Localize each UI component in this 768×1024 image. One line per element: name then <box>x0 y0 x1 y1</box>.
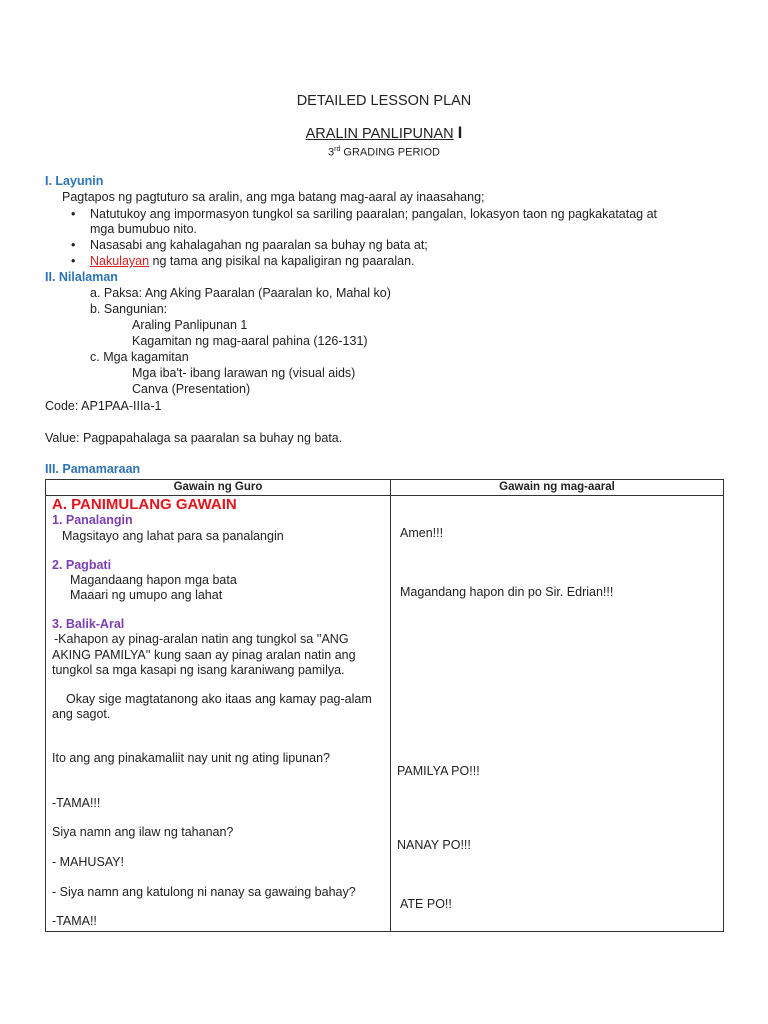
teacher-response-1: -TAMA!!! <box>52 796 101 810</box>
panalangin-text: Magsitayo ang lahat para sa panalangin <box>62 529 284 543</box>
student-answer-amen: Amen!!! <box>400 526 444 540</box>
column-divider <box>390 480 391 931</box>
kagamitan-item-2: Canva (Presentation) <box>132 382 251 396</box>
pagbati-text-1: Magandaang hapon mga bata <box>70 573 237 587</box>
pagbati-text-2: Maaari ng umupo ang lahat <box>70 588 223 602</box>
grading-period <box>0 146 768 159</box>
header-gawain-mag-aaral: Gawain ng mag-aaral <box>499 481 615 493</box>
step-balik-aral: 3. Balik-Aral <box>52 617 125 631</box>
section-panimulang-gawain: A. PANIMULANG GAWAIN <box>52 496 237 513</box>
layunin-bullet-3-text: ng tama ang pisikal na kapaligiran ng paaralan. <box>149 254 415 268</box>
balik-aral-prompt-1: Okay sige magtatanong ako itaas ang kamay pag-alam <box>66 692 372 706</box>
layunin-intro: Pagtapos ng pagtuturo sa aralin, ang mga batang mag-aaral ay inaasahang; <box>62 190 485 204</box>
teacher-response-2: - MAHUSAY! <box>52 855 124 869</box>
nilalaman-paksa: a. Paksa: Ang Aking Paaralan (Paaralan ko, Mahal ko) <box>90 286 391 300</box>
step-pagbati: 2. Pagbati <box>52 558 112 572</box>
period-suffix: rd <box>334 146 341 153</box>
kagamitan-item-1: Mga iba't- ibang larawan ng (visual aids) <box>132 366 356 380</box>
layunin-bullet-3 <box>90 254 415 268</box>
document-title: DETAILED LESSON PLAN <box>296 93 472 109</box>
balik-aral-line-1: -Kahapon ay pinag-aralan natin ang tungkol sa ''ANG <box>54 632 349 646</box>
header-gawain-guro: Gawain ng Guro <box>173 481 263 493</box>
nilalaman-kagamitan: c. Mga kagamitan <box>90 350 189 364</box>
lesson-code: Code: AP1PAA-IIIa-1 <box>45 399 162 413</box>
lesson-value: Value: Pagpapahalaga sa paaralan sa buhay ng bata. <box>45 431 343 445</box>
layunin-bullet-1-line-1: • Natutukoy ang impormasyon tungkol sa sariling paaralan; pangalan, lokasyon taon ng pagkakatatag at <box>90 207 657 221</box>
nilalaman-heading: II. Nilalaman <box>45 270 118 284</box>
student-answer-greeting: Magandang hapon din po Sir. Edrian!!! <box>400 585 614 599</box>
step-panalangin: 1. Panalangin <box>52 513 133 527</box>
student-answer-pamilya: PAMILYA PO!!! <box>397 764 480 778</box>
subject-roman: I <box>457 123 463 142</box>
highlighted-word: Nakulayan <box>90 254 150 268</box>
balik-aral-line-2: AKING PAMILYA'' kung saan ay pinag aralan natin ang <box>52 648 356 662</box>
balik-aral-line-3: tungkol sa mga kasapi ng isang karaniwang pamilya. <box>52 663 345 677</box>
period-label: GRADING PERIOD <box>340 146 440 159</box>
question-1: Ito ang ang pinakamaliit nay unit ng ating lipunan? <box>52 751 330 765</box>
layunin-bullet-1-line-2: mga bumubuo nito. <box>90 222 198 236</box>
student-answer-ate: ATE PO!! <box>400 897 452 911</box>
balik-aral-prompt-2: ang sagot. <box>52 707 111 721</box>
question-3: - Siya namn ang katulong ni nanay sa gawaing bahay? <box>52 885 356 899</box>
student-answer-nanay: NANAY PO!!! <box>397 838 471 852</box>
teacher-response-3: -TAMA!! <box>52 914 97 928</box>
pamamaraan-heading: III. Pamamaraan <box>45 462 141 476</box>
layunin-bullet-2: • Nasasabi ang kahalagahan ng paaralan sa buhay ng bata at; <box>90 238 428 252</box>
layunin-heading: I. Layunin <box>45 174 104 188</box>
sangunian-item-1: Araling Panlipunan 1 <box>132 318 248 332</box>
period-number: 3 <box>328 146 335 159</box>
subject-title <box>0 123 768 143</box>
sangunian-item-2: Kagamitan ng mag-aaral pahina (126-131) <box>132 334 368 348</box>
subject-name: ARALIN PANLIPUNAN <box>305 126 454 142</box>
activity-table <box>45 479 724 932</box>
question-2: Siya namn ang ilaw ng tahanan? <box>52 825 234 839</box>
nilalaman-sangunian: b. Sangunian: <box>90 302 168 316</box>
